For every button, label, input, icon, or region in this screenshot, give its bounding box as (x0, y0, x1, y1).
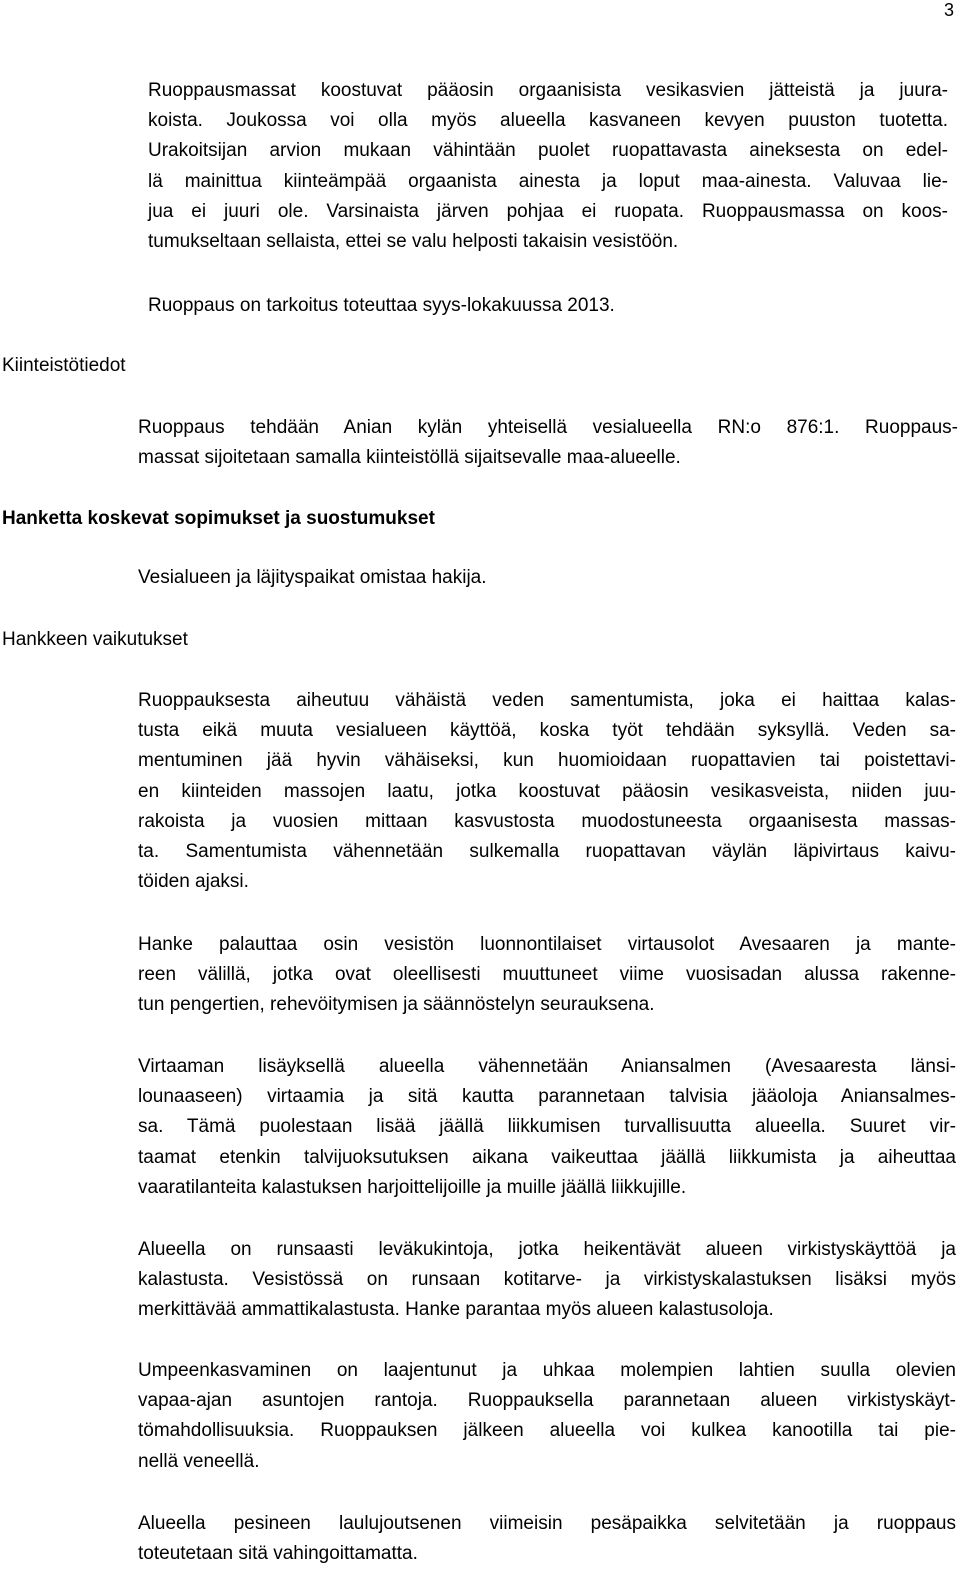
impacts-paragraph-5 (138, 1356, 956, 1477)
text-line: Virtaaman lisäyksellä alueella vähennetään Aniansalmen (Avesaaresta länsi- (138, 1056, 956, 1077)
text-line: rakoista ja vuosien mittaan kasvustosta muodostuneesta orgaanisesta massas- (138, 810, 956, 832)
text-line: nellä veneellä. (138, 1450, 260, 1472)
text-line: massat sijoitetaan samalla kiinteistöllä sijaitsevalle maa-alueelle. (138, 447, 681, 469)
agreements-paragraph (138, 563, 958, 593)
text-line: Alueella on runsaasti leväkukintoja, jotka heikentävät alueen virkistyskäyttöä ja (138, 1239, 956, 1260)
text-line: tumukseltaan sellaista, ettei se valu helposti takaisin vesistöön. (148, 231, 679, 253)
text-line: koista. Joukossa voi olla myös alueella kasvaneen kevyen puuston tuotetta. (148, 110, 948, 132)
text-line: ta. Samentumista vähennetään sulkemalla ruopattavan väylän läpivirtaus kaivu- (138, 841, 956, 863)
text-line: Urakoitsijan arvion mukaan vähintään puolet ruopattavasta aineksesta on edel- (148, 140, 948, 162)
text-line: tömahdollisuuksia. Ruoppauksen jälkeen alueella voi kulkea kanootilla tai pie- (138, 1420, 956, 1442)
text-line: Ruoppaus tehdään Anian kylän yhteisellä vesialueella RN:o 876:1. Ruoppaus- (138, 417, 958, 438)
impacts-paragraph-6 (138, 1509, 956, 1569)
impacts-paragraph-2 (138, 930, 956, 1021)
text-line: sa. Tämä puolestaan lisää jäällä liikkumisen turvallisuutta alueella. Suuret vir- (138, 1116, 956, 1138)
text-line: vaaratilanteita kalastuksen harjoittelijoille ja muille jäällä liikkujille. (138, 1176, 687, 1198)
text-line: Hanke palauttaa osin vesistön luonnontilaiset virtausolot Avesaaren ja mante- (138, 934, 956, 955)
text-line: taamat etenkin talvijuoksutuksen aikana vaikeuttaa jäällä liikkumista ja aiheuttaa (138, 1146, 956, 1168)
impacts-paragraph-1 (138, 686, 956, 897)
text-line: merkittävää ammattikalastusta. Hanke parantaa myös alueen kalastusoloja. (138, 1299, 774, 1321)
impacts-paragraph-3 (138, 1052, 956, 1203)
text-line: Vesialueen ja läjityspaikat omistaa hakija. (138, 567, 487, 588)
text-line: lä mainittua kiinteämpää orgaanista ainesta ja loput maa-ainesta. Valuvaa lie- (148, 170, 948, 192)
text-line: tusta eikä muuta vesialueen käyttöä, koska työt tehdään syksyllä. Veden sa- (138, 720, 956, 742)
property-paragraph (138, 413, 958, 473)
section-heading-property: Kiinteistötiedot (2, 355, 126, 376)
text-line: mentuminen jää hyvin vähäiseksi, kun huomioidaan ruopattavien tai poistettavi- (138, 750, 956, 772)
section-heading-agreements: Hanketta koskevat sopimukset ja suostumukset (2, 508, 435, 529)
text-line: Alueella pesineen laulujoutsenen viimeisin pesäpaikka selvitetään ja ruoppaus (138, 1513, 956, 1534)
text-line: reen välillä, jotka ovat oleellisesti muuttuneet viime vuosisadan alussa rakenne- (138, 964, 956, 986)
schedule-paragraph (148, 291, 948, 321)
intro-paragraph (148, 76, 948, 257)
text-line: toteutetaan sitä vahingoittamatta. (138, 1543, 418, 1565)
text-line: lounaaseen) virtaamia ja sitä kautta parannetaan talvisia jääoloja Aniansalmes- (138, 1086, 956, 1108)
page-number: 3 (943, 0, 954, 20)
text-line: tun pengertien, rehevöitymisen ja säännöstelyn seurauksena. (138, 994, 655, 1016)
text-line: vapaa-ajan asuntojen rantoja. Ruoppauksella parannetaan alueen virkistyskäyt- (138, 1390, 956, 1412)
section-heading-impacts: Hankkeen vaikutukset (2, 629, 188, 650)
text-line: Ruoppaus on tarkoitus toteuttaa syys-lokakuussa 2013. (148, 295, 615, 316)
impacts-paragraph-4 (138, 1235, 956, 1326)
text-line: Umpeenkasvaminen on laajentunut ja uhkaa molempien lahtien suulla olevien (138, 1360, 956, 1381)
text-line: Ruoppauksesta aiheutuu vähäistä veden samentumista, joka ei haittaa kalas- (138, 690, 956, 711)
text-line: Ruoppausmassat koostuvat pääosin orgaanisista vesikasvien jätteistä ja juura- (148, 80, 948, 101)
text-line: jua ei juuri ole. Varsinaista järven pohjaa ei ruopata. Ruoppausmassa on koos- (148, 200, 948, 222)
text-line: töiden ajaksi. (138, 871, 249, 893)
text-line: en kiinteiden massojen laatu, jotka koostuvat pääosin vesikasveista, niiden juu- (138, 780, 956, 802)
text-line: kalastusta. Vesistössä on runsaan kotitarve- ja virkistyskalastuksen lisäksi myös (138, 1269, 956, 1291)
